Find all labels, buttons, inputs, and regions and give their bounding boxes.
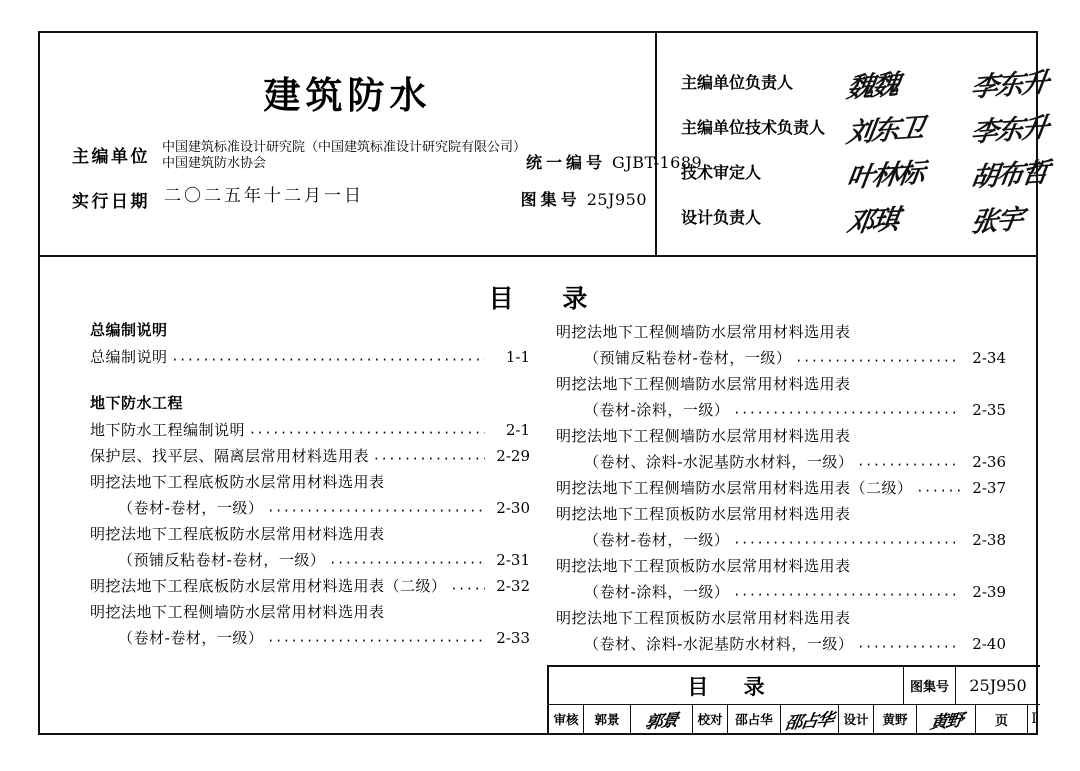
- toc-entry-page: 2-40: [972, 635, 1006, 653]
- toc-leader-dots: [796, 348, 961, 363]
- toc-entry[interactable]: [90, 495, 530, 521]
- toc-left-column: [90, 319, 530, 651]
- toc-entry-text: （预铺反粘卷材-卷材，一级）: [584, 349, 792, 367]
- toc-leader-dots: [856, 426, 961, 441]
- chief-editor-row: [72, 140, 703, 173]
- toc-entry-text: （卷材、涂料-水泥基防水材料，一级）: [584, 453, 854, 471]
- document-title: 建筑防水: [263, 74, 432, 117]
- toc-leader-dots: [330, 550, 485, 565]
- toc-entry[interactable]: [556, 319, 1006, 345]
- chief-editor-org-1: 中国建筑标准设计研究院（中国建筑标准设计研究院有限公司）: [162, 140, 527, 155]
- title-block-page-value: I: [1031, 711, 1037, 727]
- toc-entry[interactable]: [556, 397, 1006, 423]
- chief-editor-label: 主编单位: [72, 147, 150, 167]
- toc-entry-text: 总编制说明: [90, 348, 168, 366]
- role-name-design: 黄野: [874, 705, 917, 733]
- toc-entry-text: （预铺反粘卷材-卷材，一级）: [118, 551, 326, 569]
- signature-row: [681, 61, 1050, 104]
- toc-entry[interactable]: [90, 469, 530, 495]
- toc-entry[interactable]: [90, 625, 530, 651]
- toc-entry-page: 2-31: [496, 551, 530, 569]
- toc-entry[interactable]: [90, 417, 530, 443]
- signature-row: [681, 151, 1050, 194]
- toc-entry-text: （卷材-卷材，一级）: [118, 499, 264, 517]
- title-block-top-row: [549, 667, 1040, 705]
- signature-mark-a: 邓琪: [844, 204, 900, 239]
- toc-entry-page: 2-35: [972, 401, 1006, 419]
- toc-entry-page: 2-38: [972, 531, 1006, 549]
- toc-entry-text: 明挖法地下工程底板防水层常用材料选用表: [90, 473, 385, 491]
- toc-leader-dots: [452, 576, 485, 591]
- atlas-number-value: 25J950: [586, 190, 647, 209]
- signature-row: [681, 106, 1050, 149]
- toc-leader-dots: [856, 374, 961, 389]
- toc-entry[interactable]: [556, 605, 1006, 631]
- toc-group: [556, 319, 1006, 657]
- toc-leader-dots: [856, 556, 961, 571]
- toc-entry-page: 2-36: [972, 453, 1006, 471]
- toc-entry[interactable]: [556, 553, 1006, 579]
- toc-entry-page: 2-37: [972, 479, 1006, 497]
- toc-leader-dots: [268, 498, 485, 513]
- toc-entry[interactable]: [90, 547, 530, 573]
- toc-leader-dots: [858, 634, 961, 649]
- signature-mark-a: 刘东卫: [844, 112, 926, 149]
- toc-entry-text: （卷材、涂料-水泥基防水材料，一级）: [584, 635, 854, 653]
- title-block-atlas-value: 25J950: [969, 676, 1027, 695]
- signature-mark-b: 张宇: [968, 203, 1024, 239]
- toc-entry-text: 地下防水工程编制说明: [90, 421, 246, 439]
- signature-mark-a: 魏魏: [844, 69, 900, 104]
- title-block-page-label: 页: [976, 705, 1028, 733]
- toc-entry-page: 2-33: [496, 629, 530, 647]
- toc-group: [90, 319, 530, 370]
- toc-entry-page: 1-1: [505, 348, 530, 366]
- toc-leader-dots: [268, 628, 485, 643]
- toc-entry-page: 2-39: [972, 583, 1006, 601]
- title-block-sheet-title: 目 录: [549, 667, 904, 704]
- unified-number-value: GJBT-1689: [612, 153, 703, 172]
- signature-label: 主编单位技术负责人: [681, 117, 826, 137]
- role-signature-proofread: 邵占华: [781, 705, 839, 733]
- toc-entry-text: 保护层、找平层、隔离层常用材料选用表: [90, 447, 370, 465]
- toc-entry-text: 明挖法地下工程侧墙防水层常用材料选用表: [556, 375, 851, 393]
- toc-leader-dots: [374, 446, 485, 461]
- toc-entry[interactable]: [90, 573, 530, 599]
- toc-entry-page: 2-30: [496, 499, 530, 517]
- unified-number-label: 统一编号: [526, 153, 607, 172]
- atlas-number-label: 图集号: [520, 190, 581, 209]
- toc-entry-text: （卷材-卷材，一级）: [118, 629, 264, 647]
- role-name-review: 郭景: [584, 705, 631, 733]
- toc-leader-dots: [734, 400, 961, 415]
- toc-entry-text: 明挖法地下工程侧墙防水层常用材料选用表: [90, 603, 385, 621]
- toc-leader-dots: [173, 347, 485, 362]
- toc-entry-text: 明挖法地下工程顶板防水层常用材料选用表: [556, 609, 851, 627]
- role-label-design: 设计: [839, 705, 874, 733]
- toc-entry-page: 2-32: [496, 577, 530, 595]
- toc-entry-text: （卷材-涂料，一级）: [584, 401, 730, 419]
- toc-leader-dots: [856, 608, 961, 623]
- signature-mark-b: 胡布哲: [968, 156, 1050, 194]
- toc-entry-text: 明挖法地下工程侧墙防水层常用材料选用表: [556, 323, 851, 341]
- role-signature-review: 郭景: [631, 705, 693, 733]
- role-name-proofread: 邵占华: [728, 705, 781, 733]
- signature-mark-b: 李东升: [968, 66, 1050, 104]
- toc-entry-text: 明挖法地下工程底板防水层常用材料选用表: [90, 525, 385, 543]
- toc-entry-text: 明挖法地下工程侧墙防水层常用材料选用表: [556, 427, 851, 445]
- toc-entry[interactable]: [556, 579, 1006, 605]
- toc-entry-text: 明挖法地下工程侧墙防水层常用材料选用表（二级）: [556, 479, 913, 497]
- drawing-title-block: [547, 665, 1040, 733]
- toc-entry-text: （卷材-卷材，一级）: [584, 531, 730, 549]
- toc-group-title: 地下防水工程: [90, 394, 184, 412]
- signature-label: 主编单位负责人: [681, 72, 794, 92]
- document-page-frame: [38, 31, 1050, 735]
- toc-leader-dots: [734, 530, 961, 545]
- role-label-proofread: 校对: [693, 705, 728, 733]
- chief-editor-orgs: [150, 140, 526, 172]
- role-label-review: 审核: [549, 705, 584, 733]
- toc-heading: 目 录: [488, 284, 608, 313]
- toc-entry-page: 2-1: [505, 421, 530, 439]
- signature-mark-a: 叶林标: [844, 157, 926, 194]
- toc-entry[interactable]: [556, 449, 1006, 475]
- signature-panel: [657, 33, 1050, 255]
- role-signature-design: 黄野: [917, 705, 976, 733]
- toc-leader-dots: [250, 420, 485, 435]
- toc-leader-dots: [918, 478, 961, 493]
- toc-leader-dots: [390, 472, 485, 487]
- toc-entry-text: （卷材-涂料，一级）: [584, 583, 730, 601]
- toc-entry-text: 明挖法地下工程底板防水层常用材料选用表（二级）: [90, 577, 447, 595]
- toc-group: [90, 392, 530, 651]
- signature-label: 设计负责人: [681, 207, 762, 227]
- toc-entry[interactable]: [90, 344, 530, 370]
- toc-leader-dots: [856, 322, 961, 337]
- effective-date-value: 二〇二五年十二月一日: [164, 186, 364, 206]
- toc-entry[interactable]: [556, 475, 1006, 501]
- toc-entry[interactable]: [90, 521, 530, 547]
- atlas-number-header: [521, 185, 647, 210]
- signature-label: 技术审定人: [681, 162, 762, 182]
- toc-entry[interactable]: [90, 443, 530, 469]
- toc-entry-text: 明挖法地下工程顶板防水层常用材料选用表: [556, 505, 851, 523]
- title-block-bottom-row: [549, 705, 1040, 733]
- toc-entry[interactable]: [556, 345, 1006, 371]
- toc-entry[interactable]: [556, 423, 1006, 449]
- toc-entry[interactable]: [556, 501, 1006, 527]
- chief-editor-org-2: 中国建筑防水协会: [162, 156, 267, 171]
- toc-leader-dots: [856, 504, 961, 519]
- header-left-panel: [40, 33, 703, 255]
- toc-entry[interactable]: [556, 371, 1006, 397]
- toc-entry[interactable]: [90, 599, 530, 625]
- toc-entry-page: 2-34: [972, 349, 1006, 367]
- toc-leader-dots: [390, 524, 485, 539]
- header-band: [40, 33, 1050, 257]
- toc-group-title: 总编制说明: [90, 321, 168, 339]
- signature-mark-b: 李东升: [968, 111, 1050, 149]
- toc-leader-dots: [390, 602, 485, 617]
- toc-entry-page: 2-29: [496, 447, 530, 465]
- toc-entry[interactable]: [556, 527, 1006, 553]
- toc-entry-text: 明挖法地下工程顶板防水层常用材料选用表: [556, 557, 851, 575]
- toc-entry[interactable]: [556, 631, 1006, 657]
- effective-date-label: 实行日期: [72, 192, 150, 212]
- toc-leader-dots: [858, 452, 961, 467]
- effective-date-row: [72, 185, 647, 212]
- toc-right-column: [556, 319, 1006, 657]
- title-block-atlas-label: 图集号: [904, 667, 956, 704]
- toc-leader-dots: [734, 582, 961, 597]
- signature-row: [681, 196, 1026, 239]
